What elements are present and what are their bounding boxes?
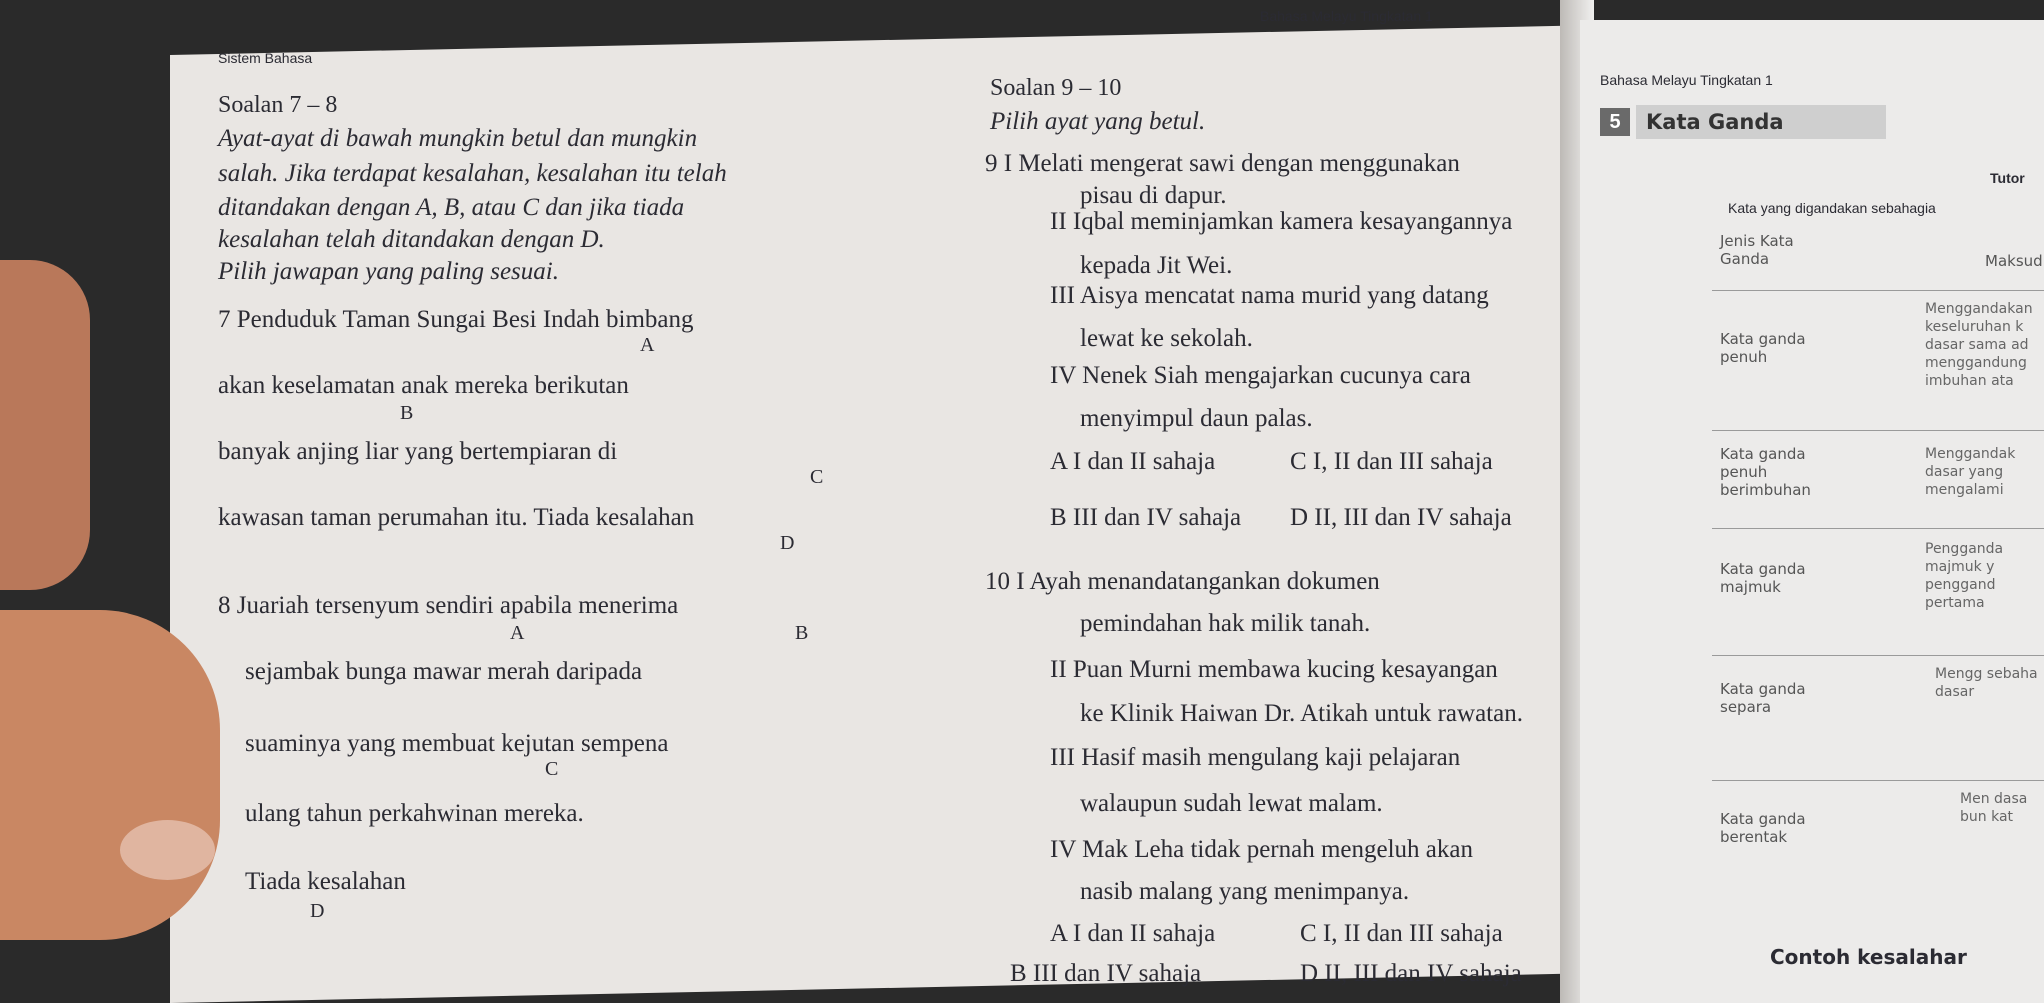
q8-line: ulang tahun perkahwinan mereka. <box>245 800 584 827</box>
row-type: Kata ganda separa <box>1720 680 1806 716</box>
section-title-9-10: Soalan 9 – 10 <box>990 75 1122 101</box>
q10-item: III Hasif masih mengulang kaji pelajaran <box>1050 744 1461 771</box>
q8-line: sejambak bunga mawar merah daripada <box>245 658 643 685</box>
q7-line: akan keselamatan anak mereka berikutan <box>218 372 629 399</box>
table-divider <box>1712 528 2044 529</box>
q9-item: menyimpul daun palas. <box>1080 405 1313 432</box>
row-desc: Mengg sebaha dasar <box>1935 666 2038 700</box>
q8-label-b: B <box>795 622 809 644</box>
thumbnail <box>120 820 215 880</box>
q9-item: lewat ke sekolah. <box>1080 325 1253 352</box>
q9-item: IV Nenek Siah mengajarkan cucunya cara <box>1050 362 1471 389</box>
row-desc: Menggandak dasar yang mengalami <box>1925 446 2016 498</box>
table-divider <box>1712 655 2044 656</box>
q7-line: banyak anjing liar yang bertempiaran di <box>218 438 618 465</box>
q7-label-c: C <box>810 466 824 488</box>
row-desc: Penggandа majmuk y penggand pertama <box>1925 541 2004 611</box>
q10-item: ke Klinik Haiwan Dr. Atikah untuk rawatan. <box>1080 700 1523 727</box>
row-type: Kata ganda penuh berimbuhan <box>1720 445 1811 499</box>
row-desc: Menggandakan keseluruhan k dasar sama ad menggandung imbuhan ata <box>1925 301 2033 389</box>
row-type: Kata ganda berentak <box>1720 810 1806 846</box>
book-title-right: Bahasa Melayu Tingkatan 1 <box>1600 72 1773 88</box>
q10-item: 10 I Ayah menandatangankan dokumen <box>985 568 1380 595</box>
finger <box>0 260 90 590</box>
q9-item: pisau di dapur. <box>1080 182 1227 209</box>
q10-option-c: C I, II dan III sahaja <box>1300 920 1503 947</box>
q7-line: kawasan taman perumahan itu. Tiada kesalahan <box>218 504 695 531</box>
q10-item: nasib malang yang menimpanya. <box>1080 878 1410 905</box>
instruction-line: Ayat-ayat di bawah mungkin betul dan mungkin <box>218 125 698 152</box>
tutor-label: Tutor <box>1990 170 2025 186</box>
q9-option-b: B III dan IV sahaja <box>1050 504 1242 531</box>
instruction-mid: Pilih ayat yang betul. <box>990 108 1206 135</box>
q9-option-a: A I dan II sahaja <box>1050 448 1216 475</box>
q10-option-b: B III dan IV sahaja <box>1010 960 1202 987</box>
table-divider <box>1712 430 2044 431</box>
q8-line: suaminya yang membuat kejutan sempena <box>245 730 669 757</box>
thumb <box>0 610 220 940</box>
book-title-left: Sistem Bahasa <box>218 50 313 66</box>
instruction-line: Pilih jawapan yang paling sesuai. <box>218 258 559 285</box>
q9-item: II Iqbal meminjamkan kamera kesayangannya <box>1050 208 1513 235</box>
section-title-kata-ganda: Kata Ganda <box>1636 105 1886 139</box>
example-heading: Contoh kesalahar <box>1770 945 1967 969</box>
q10-item: pemindahan hak milik tanah. <box>1080 610 1371 637</box>
q8-label-c: C <box>545 758 559 780</box>
q8-line: Tiada kesalahan <box>245 868 406 895</box>
table-divider <box>1712 290 2044 291</box>
section-badge: 5 <box>1600 108 1630 136</box>
row-desc: Men dasa bun kat <box>1960 791 2028 825</box>
book-title-top: Bahasa Melayu Tingkatan 1 <box>1260 8 1433 24</box>
row-type: Kata ganda majmuk <box>1720 560 1806 596</box>
q10-option-a: A I dan II sahaja <box>1050 920 1216 947</box>
q10-option-d: D II, III dan IV sahaja <box>1300 960 1522 987</box>
table-intro: Kata yang digandakan sebahagia <box>1728 200 1936 216</box>
q9-option-c: C I, II dan III sahaja <box>1290 448 1493 475</box>
q9-option-d: D II, III dan IV sahaja <box>1290 504 1512 531</box>
q8-label-a: A <box>510 622 525 644</box>
q7-label-a: A <box>640 334 655 356</box>
q7-line: 7 Penduduk Taman Sungai Besi Indah bimbang <box>218 306 694 333</box>
q8-label-d: D <box>310 900 325 922</box>
instruction-line: ditandakan dengan A, B, atau C dan jika tiada <box>218 194 685 221</box>
q7-label-b: B <box>400 402 414 424</box>
section-title-7-8: Soalan 7 – 8 <box>218 92 338 118</box>
instruction-line: kesalahan telah ditandakan dengan D. <box>218 226 605 253</box>
table-header-desc: Maksud <box>1985 252 2043 270</box>
table-header-type: Jenis Kata Ganda <box>1720 232 1794 268</box>
q9-item: kepada Jit Wei. <box>1080 252 1233 279</box>
q7-label-d: D <box>780 532 795 554</box>
q9-item: 9 I Melati mengerat sawi dengan menggunakan <box>985 150 1460 177</box>
q10-item: walaupun sudah lewat malam. <box>1080 790 1383 817</box>
q10-item: IV Mak Leha tidak pernah mengeluh akan <box>1050 836 1473 863</box>
instruction-line: salah. Jika terdapat kesalahan, kesalahan itu telah <box>218 160 727 187</box>
table-divider <box>1712 780 2044 781</box>
row-type: Kata ganda penuh <box>1720 330 1806 366</box>
q10-item: II Puan Murni membawa kucing kesayangan <box>1050 656 1498 683</box>
q9-item: III Aisya mencatat nama murid yang datang <box>1050 282 1489 309</box>
q8-line: 8 Juariah tersenyum sendiri apabila menerima <box>218 592 679 619</box>
